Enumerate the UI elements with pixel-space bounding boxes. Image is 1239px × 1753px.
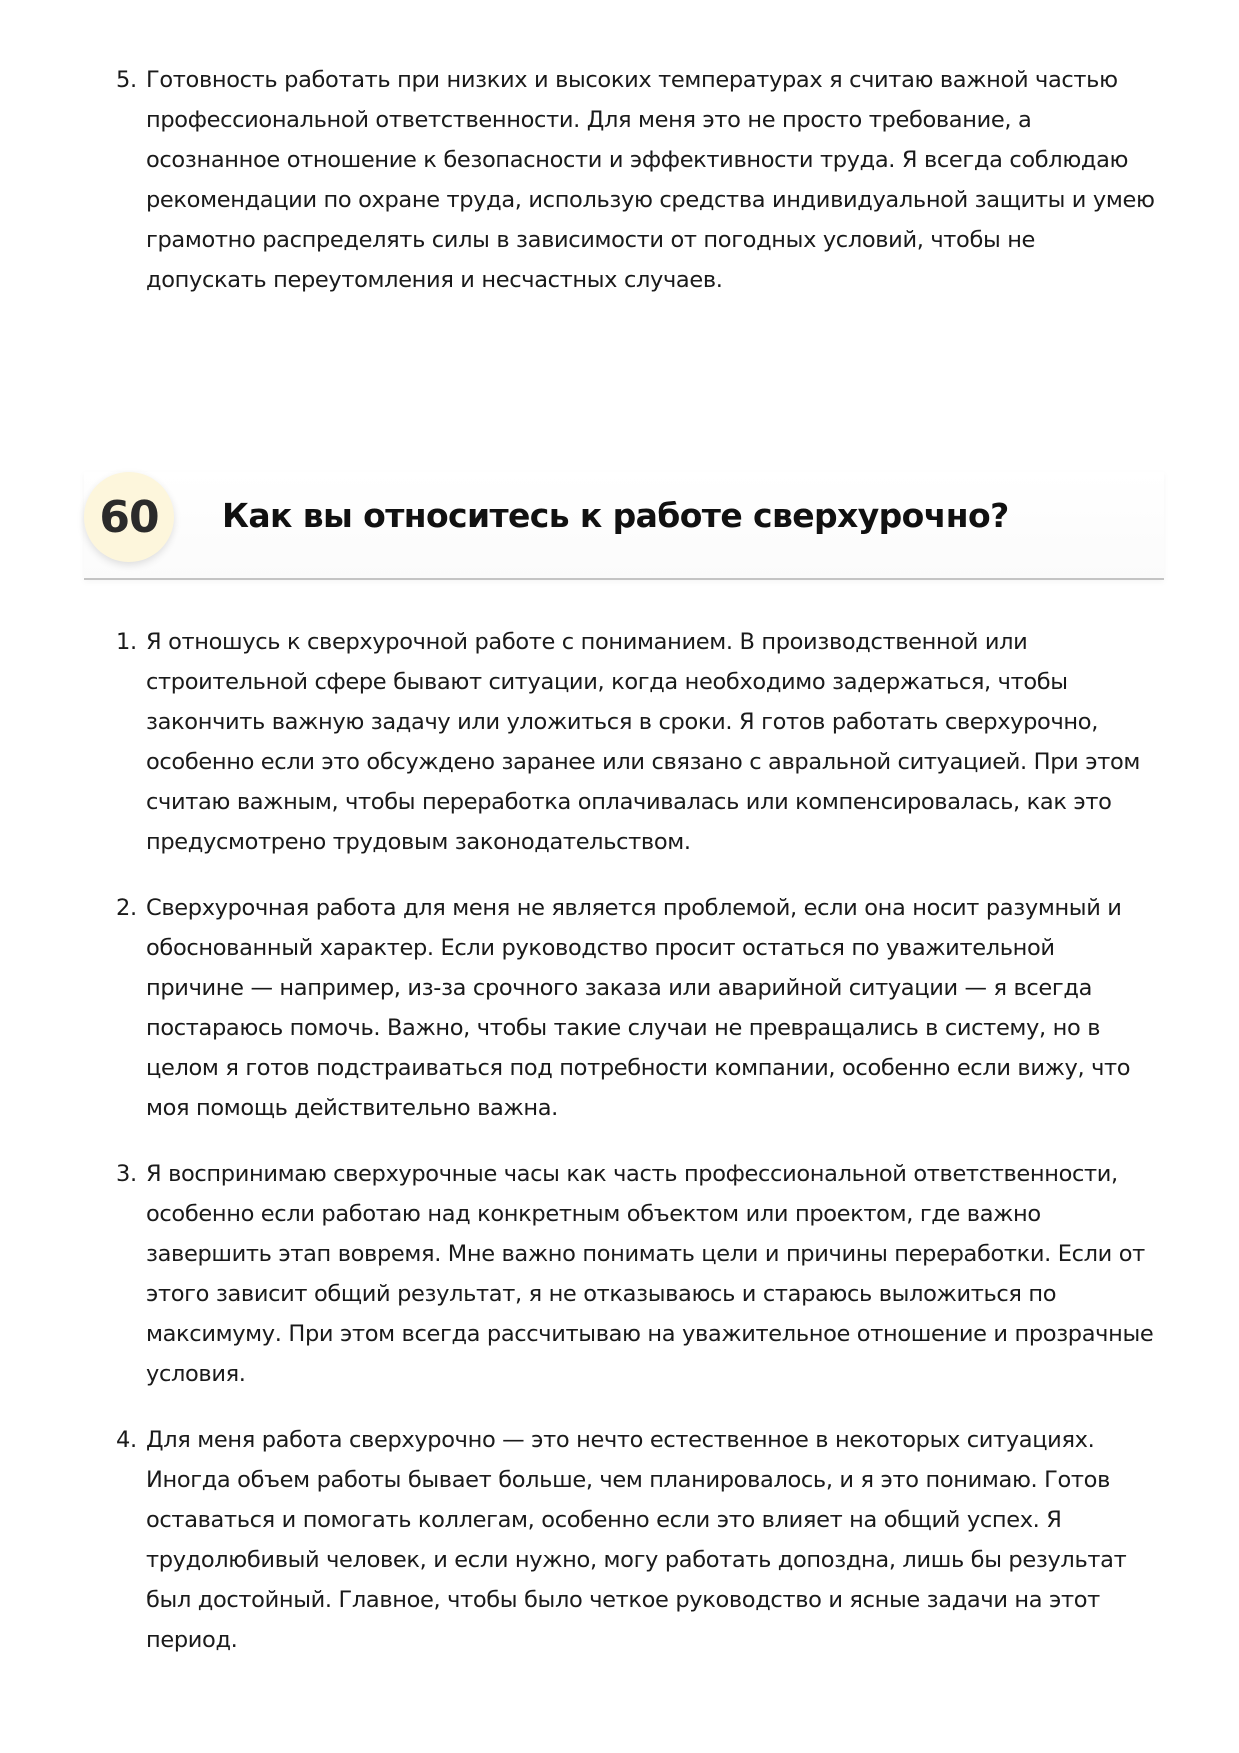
question-number-badge: 60 — [84, 472, 174, 562]
answer-item — [116, 60, 1156, 300]
question-header — [84, 472, 1164, 580]
answer-number: 2. — [116, 895, 137, 921]
answer-text: Я воспринимаю сверхурочные часы как часть профессиональной ответственности, особенно если работаю над конкретным объектом или проектом, где важно завершить этап вовремя. Мне важно понимать цели и причины переработки. Если от этого зависит общий результат, я не отказываюсь и стараюсь выложиться по максимуму. При этом всегда рассчитываю на уважительное отношение и прозрачные условия. — [146, 1161, 1154, 1387]
answer-number: 3. — [116, 1161, 137, 1187]
answer-item — [116, 1154, 1156, 1394]
answer-item — [116, 1420, 1156, 1660]
answer-list — [116, 622, 1156, 1686]
question-title: Как вы относитесь к работе сверхурочно? — [222, 496, 1009, 535]
answer-item — [116, 888, 1156, 1128]
answer-number: 5. — [116, 67, 137, 93]
answer-text: Я отношусь к сверхурочной работе с пониманием. В производственной или строительной сфере бывают ситуации, когда необходимо задержаться, чтобы закончить важную задачу или уложиться в сроки. Я готов работать сверхурочно, особенно если это обсуждено заранее или связано с авральной ситуацией. При этом считаю важным, чтобы переработка оплачивалась или компенсировалась, как это предусмотрено трудовым законодательством. — [146, 629, 1140, 855]
answer-text: Сверхурочная работа для меня не является проблемой, если она носит разумный и обоснованный характер. Если руководство просит остаться по уважительной причине — например, из-за срочного заказа или аварийной ситуации — я всегда постараюсь помочь. Важно, чтобы такие случаи не превращались в систему, но в целом я готов подстраиваться под потребности компании, особенно если вижу, что моя помощь действительно важна. — [146, 895, 1131, 1121]
header-divider — [84, 578, 1164, 580]
answer-item — [116, 622, 1156, 862]
answer-number: 4. — [116, 1427, 137, 1453]
previous-answer-list — [116, 60, 1156, 326]
answer-text: Готовность работать при низких и высоких температурах я считаю важной частью профессиональной ответственности. Для меня это не просто требование, а осознанное отношение к безопасности и эффективности труда. Я всегда соблюдаю рекомендации по охране труда, использую средства индивидуальной защиты и умею грамотно распределять силы в зависимости от погодных условий, чтобы не допускать переутомления и несчастных случаев. — [146, 67, 1155, 293]
answer-number: 1. — [116, 629, 137, 655]
answer-text: Для меня работа сверхурочно — это нечто естественное в некоторых ситуациях. Иногда объем работы бывает больше, чем планировалось, и я это понимаю. Готов оставаться и помогать коллегам, особенно если это влияет на общий успех. Я трудолюбивый человек, и если нужно, могу работать допоздна, лишь бы результат был достойный. Главное, чтобы было четкое руководство и ясные задачи на этот период. — [146, 1427, 1127, 1653]
